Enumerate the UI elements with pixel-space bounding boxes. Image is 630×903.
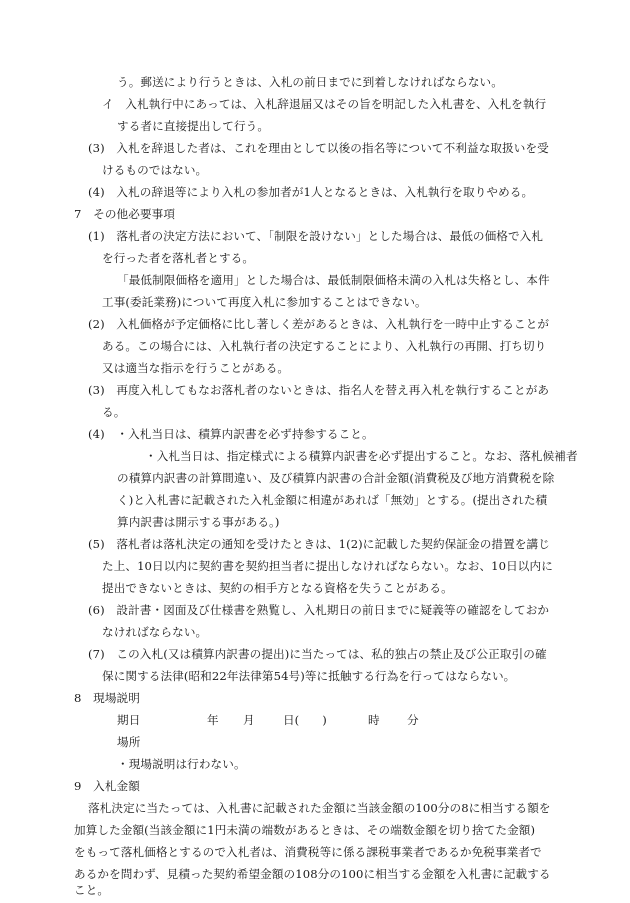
- text-line: (4) 入札の辞退等により入札の参加者が1人となるときは、入札執行を取りやめる。: [88, 185, 534, 199]
- text-line: を行った者を落札者とする。: [102, 251, 255, 265]
- text-line: なければならない。: [102, 625, 208, 639]
- text-line: けるものではない。: [102, 163, 208, 177]
- schedule-day: 日( ): [283, 713, 327, 727]
- schedule-date-label: 期日: [117, 713, 141, 727]
- text-line: 又は適当な指示を行うことがある。: [102, 361, 290, 375]
- text-line: ・入札当日は、指定様式による積算内訳書を必ず提出すること。なお、落札候補者: [145, 449, 578, 463]
- text-line: う。郵送により行うときは、入札の前日までに到着しなければならない。: [117, 75, 503, 89]
- section-heading: 7 その他必要事項: [74, 207, 176, 221]
- text-line: ・現場説明は行わない。: [117, 757, 246, 771]
- text-line: 落札決定に当たっては、入札書に記載された金額に当該金額の100分の8に相当する額を: [88, 801, 551, 815]
- schedule-hour: 時: [368, 713, 380, 727]
- text-line: ある。この場合には、入札執行者の決定することにより、入札執行の再開、打ち切り: [102, 339, 547, 353]
- text-line: (3) 入札を辞退した者は、これを理由として以後の指名等について不利益な取扱いを受: [88, 141, 549, 155]
- text-line: 保に関する法律(昭和22年法律第54号)等に抵触する行為を行ってはならない。: [102, 669, 516, 683]
- text-line: (7) この入札(又は積算内訳書の提出)に当たっては、私的独占の禁止及び公正取引の確: [88, 647, 547, 661]
- text-line: た上、10日以内に契約書を契約担当者に提出しなければならない。なお、10日以内に: [102, 559, 553, 573]
- text-line: こと。: [74, 883, 110, 897]
- section-heading: 8 現場説明: [74, 691, 140, 705]
- text-line: (1) 落札者の決定方法において、「制限を設けない」とした場合は、最低の価格で入札: [88, 229, 544, 243]
- text-line: (6) 設計書・図面及び仕様書を熟覧し、入札期日の前日までに疑義等の確認をしておか: [88, 603, 550, 617]
- schedule-month: 月: [243, 713, 255, 727]
- text-line: 「最低制限価格を適用」とした場合は、最低制限価格未満の入札は失格とし、本件: [117, 273, 550, 287]
- schedule-minute: 分: [407, 713, 419, 727]
- text-line: する者に直接提出して行う。: [117, 119, 270, 133]
- schedule-year: 年: [207, 713, 219, 727]
- text-line: (2) 入札価格が予定価格に比し著しく差があるときは、入札執行を一時中止することが: [88, 317, 550, 331]
- text-line: の積算内訳書の計算間違い、及び積算内訳書の合計金額(消費税及び地方消費税を除: [117, 471, 555, 485]
- text-line: 工事(委託業務)について再度入札に参加することはできない。: [102, 295, 427, 309]
- text-line: (4) ・入札当日は、積算内訳書を必ず持参すること。: [88, 427, 374, 441]
- text-line: (3) 再度入札してもなお落札者のないときは、指名人を替え再入札を執行することがあ: [88, 383, 550, 397]
- schedule-place-label: 場所: [117, 735, 141, 749]
- text-line: 加算した金額(当該金額に1円未満の端数があるときは、その端数金額を切り捨てた金額): [74, 823, 536, 837]
- text-line: 算内訳書は開示する事がある。): [117, 515, 280, 529]
- text-line: あるかを問わず、見積った契約希望金額の108分の100に相当する金額を入札書に記載する: [74, 867, 551, 881]
- text-line: る。: [102, 405, 126, 419]
- text-line: く)と入札書に記載された入札金額に相違があれば「無効」とする。(提出された積: [117, 493, 548, 507]
- text-line: をもって落札価格とするので入札者は、消費税等に係る課税事業者であるか免税事業者で: [74, 845, 542, 859]
- text-line: イ 入札執行中にあっては、入札辞退届又はその旨を明記した入札書を、入札を執行: [102, 97, 547, 111]
- text-line: (5) 落札者は落札決定の通知を受けたときは、1(2)に記載した契約保証金の措置を講じ: [88, 537, 550, 551]
- section-heading: 9 入札金額: [74, 779, 140, 793]
- text-line: 提出できないときは、契約の相手方となる資格を失うことがある。: [102, 581, 453, 595]
